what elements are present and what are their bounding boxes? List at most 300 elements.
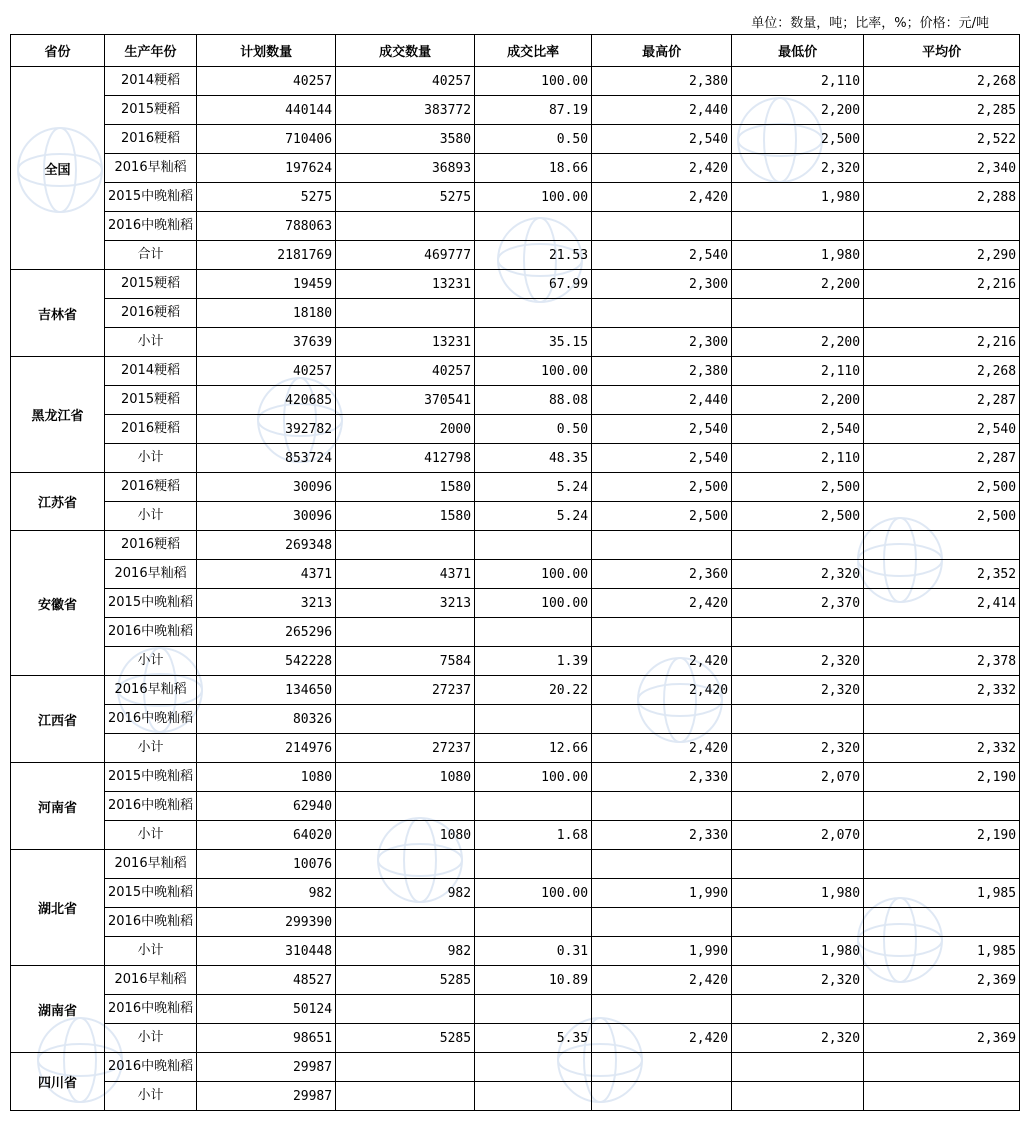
- planned-quantity-cell: 542228: [197, 647, 336, 676]
- average-price-cell: 2,287: [864, 444, 1020, 473]
- trade-ratio-cell: 88.08: [475, 386, 592, 415]
- average-price-cell: 2,268: [864, 67, 1020, 96]
- planned-quantity-cell: 37639: [197, 328, 336, 357]
- lowest-price-cell: 2,320: [732, 647, 864, 676]
- traded-quantity-cell: [336, 705, 475, 734]
- average-price-cell: [864, 1082, 1020, 1111]
- highest-price-cell: 2,500: [592, 502, 732, 531]
- production-year-cell: 2016早籼稻: [105, 850, 197, 879]
- production-year-cell: 小计: [105, 444, 197, 473]
- traded-quantity-cell: [336, 618, 475, 647]
- lowest-price-cell: [732, 212, 864, 241]
- production-year-cell: 小计: [105, 328, 197, 357]
- average-price-cell: 1,985: [864, 879, 1020, 908]
- table-row: [11, 1053, 1020, 1082]
- average-price-cell: [864, 618, 1020, 647]
- traded-quantity-cell: 1080: [336, 763, 475, 792]
- average-price-cell: 2,500: [864, 473, 1020, 502]
- average-price-cell: 2,352: [864, 560, 1020, 589]
- lowest-price-cell: 1,980: [732, 879, 864, 908]
- production-year-cell: 2016早籼稻: [105, 966, 197, 995]
- highest-price-cell: 2,540: [592, 241, 732, 270]
- table-row: [11, 328, 1020, 357]
- average-price-cell: 2,290: [864, 241, 1020, 270]
- lowest-price-cell: 2,070: [732, 763, 864, 792]
- average-price-cell: [864, 1053, 1020, 1082]
- planned-quantity-cell: 1080: [197, 763, 336, 792]
- production-year-cell: 2016早籼稻: [105, 676, 197, 705]
- production-year-cell: 2016中晚籼稻: [105, 792, 197, 821]
- trade-ratio-cell: [475, 1053, 592, 1082]
- planned-quantity-cell: 64020: [197, 821, 336, 850]
- planned-quantity-cell: 299390: [197, 908, 336, 937]
- planned-quantity-cell: 269348: [197, 531, 336, 560]
- production-year-cell: 2016早籼稻: [105, 560, 197, 589]
- highest-price-cell: 2,330: [592, 821, 732, 850]
- planned-quantity-cell: 40257: [197, 67, 336, 96]
- header-province: 省份: [11, 35, 105, 67]
- average-price-cell: 2,369: [864, 966, 1020, 995]
- traded-quantity-cell: 412798: [336, 444, 475, 473]
- highest-price-cell: 2,360: [592, 560, 732, 589]
- highest-price-cell: 2,420: [592, 1024, 732, 1053]
- highest-price-cell: 1,990: [592, 937, 732, 966]
- planned-quantity-cell: 19459: [197, 270, 336, 299]
- planned-quantity-cell: 10076: [197, 850, 336, 879]
- table-row: [11, 705, 1020, 734]
- trade-ratio-cell: 100.00: [475, 560, 592, 589]
- trade-ratio-cell: [475, 1082, 592, 1111]
- trade-ratio-cell: 5.35: [475, 1024, 592, 1053]
- lowest-price-cell: [732, 618, 864, 647]
- planned-quantity-cell: 853724: [197, 444, 336, 473]
- header-production-year: 生产年份: [105, 35, 197, 67]
- traded-quantity-cell: 370541: [336, 386, 475, 415]
- highest-price-cell: [592, 908, 732, 937]
- traded-quantity-cell: 27237: [336, 734, 475, 763]
- table-row: [11, 357, 1020, 386]
- table-row: [11, 502, 1020, 531]
- average-price-cell: 2,332: [864, 734, 1020, 763]
- traded-quantity-cell: 3580: [336, 125, 475, 154]
- production-year-cell: 2016粳稻: [105, 299, 197, 328]
- trade-ratio-cell: [475, 705, 592, 734]
- highest-price-cell: 2,440: [592, 386, 732, 415]
- average-price-cell: 2,285: [864, 96, 1020, 125]
- planned-quantity-cell: 98651: [197, 1024, 336, 1053]
- table-row: [11, 1024, 1020, 1053]
- lowest-price-cell: 2,500: [732, 473, 864, 502]
- production-year-cell: 2015粳稻: [105, 96, 197, 125]
- planned-quantity-cell: 310448: [197, 937, 336, 966]
- planned-quantity-cell: 80326: [197, 705, 336, 734]
- header-row: [11, 35, 1020, 67]
- production-year-cell: 小计: [105, 734, 197, 763]
- lowest-price-cell: 2,110: [732, 67, 864, 96]
- traded-quantity-cell: 36893: [336, 154, 475, 183]
- average-price-cell: 2,216: [864, 270, 1020, 299]
- province-cell: 黑龙江省: [11, 357, 105, 473]
- highest-price-cell: 2,420: [592, 154, 732, 183]
- table-row: [11, 850, 1020, 879]
- traded-quantity-cell: [336, 299, 475, 328]
- planned-quantity-cell: 2181769: [197, 241, 336, 270]
- planned-quantity-cell: 710406: [197, 125, 336, 154]
- highest-price-cell: 2,300: [592, 270, 732, 299]
- planned-quantity-cell: 5275: [197, 183, 336, 212]
- production-year-cell: 合计: [105, 241, 197, 270]
- lowest-price-cell: 1,980: [732, 183, 864, 212]
- average-price-cell: 2,332: [864, 676, 1020, 705]
- traded-quantity-cell: [336, 531, 475, 560]
- average-price-cell: [864, 908, 1020, 937]
- planned-quantity-cell: 265296: [197, 618, 336, 647]
- lowest-price-cell: 2,320: [732, 154, 864, 183]
- highest-price-cell: 2,500: [592, 473, 732, 502]
- lowest-price-cell: 2,110: [732, 444, 864, 473]
- highest-price-cell: 2,540: [592, 125, 732, 154]
- lowest-price-cell: 2,200: [732, 270, 864, 299]
- traded-quantity-cell: [336, 850, 475, 879]
- lowest-price-cell: 2,370: [732, 589, 864, 618]
- table-row: [11, 647, 1020, 676]
- production-year-cell: 2015中晚籼稻: [105, 589, 197, 618]
- trade-ratio-cell: 0.50: [475, 125, 592, 154]
- trade-ratio-cell: [475, 792, 592, 821]
- table-row: [11, 96, 1020, 125]
- production-year-cell: 2016中晚籼稻: [105, 618, 197, 647]
- planned-quantity-cell: 3213: [197, 589, 336, 618]
- table-row: [11, 1082, 1020, 1111]
- highest-price-cell: [592, 850, 732, 879]
- table-row: [11, 676, 1020, 705]
- production-year-cell: 小计: [105, 647, 197, 676]
- lowest-price-cell: 2,200: [732, 328, 864, 357]
- planned-quantity-cell: 134650: [197, 676, 336, 705]
- traded-quantity-cell: 2000: [336, 415, 475, 444]
- province-cell: 湖南省: [11, 966, 105, 1053]
- production-year-cell: 小计: [105, 502, 197, 531]
- table-row: [11, 937, 1020, 966]
- table-row: [11, 444, 1020, 473]
- traded-quantity-cell: [336, 1082, 475, 1111]
- traded-quantity-cell: 1080: [336, 821, 475, 850]
- province-cell: 四川省: [11, 1053, 105, 1111]
- highest-price-cell: 2,420: [592, 734, 732, 763]
- lowest-price-cell: [732, 908, 864, 937]
- traded-quantity-cell: 3213: [336, 589, 475, 618]
- traded-quantity-cell: 1580: [336, 473, 475, 502]
- table-row: [11, 734, 1020, 763]
- lowest-price-cell: 1,980: [732, 937, 864, 966]
- production-year-cell: 2015中晚籼稻: [105, 763, 197, 792]
- average-price-cell: [864, 531, 1020, 560]
- traded-quantity-cell: [336, 1053, 475, 1082]
- average-price-cell: 2,287: [864, 386, 1020, 415]
- traded-quantity-cell: 982: [336, 937, 475, 966]
- trade-ratio-cell: 1.68: [475, 821, 592, 850]
- header-highest-price: 最高价: [592, 35, 732, 67]
- average-price-cell: 2,288: [864, 183, 1020, 212]
- trade-ratio-cell: [475, 299, 592, 328]
- lowest-price-cell: 2,500: [732, 125, 864, 154]
- average-price-cell: 2,378: [864, 647, 1020, 676]
- header-average-price: 平均价: [864, 35, 1020, 67]
- table-row: [11, 415, 1020, 444]
- production-year-cell: 小计: [105, 1082, 197, 1111]
- highest-price-cell: 1,990: [592, 879, 732, 908]
- lowest-price-cell: 2,320: [732, 560, 864, 589]
- trade-ratio-cell: [475, 212, 592, 241]
- table-row: [11, 473, 1020, 502]
- highest-price-cell: 2,420: [592, 647, 732, 676]
- trade-ratio-cell: 21.53: [475, 241, 592, 270]
- table-row: [11, 67, 1020, 96]
- lowest-price-cell: 2,320: [732, 966, 864, 995]
- trade-ratio-cell: 0.50: [475, 415, 592, 444]
- traded-quantity-cell: 13231: [336, 270, 475, 299]
- highest-price-cell: [592, 995, 732, 1024]
- average-price-cell: [864, 705, 1020, 734]
- planned-quantity-cell: 4371: [197, 560, 336, 589]
- average-price-cell: 2,522: [864, 125, 1020, 154]
- lowest-price-cell: [732, 705, 864, 734]
- average-price-cell: [864, 299, 1020, 328]
- lowest-price-cell: [732, 1082, 864, 1111]
- production-year-cell: 2015中晚籼稻: [105, 183, 197, 212]
- lowest-price-cell: 2,320: [732, 734, 864, 763]
- trade-ratio-cell: 0.31: [475, 937, 592, 966]
- trade-ratio-cell: 35.15: [475, 328, 592, 357]
- planned-quantity-cell: 29987: [197, 1053, 336, 1082]
- planned-quantity-cell: 392782: [197, 415, 336, 444]
- province-cell: 湖北省: [11, 850, 105, 966]
- highest-price-cell: 2,420: [592, 589, 732, 618]
- highest-price-cell: [592, 1082, 732, 1111]
- traded-quantity-cell: [336, 792, 475, 821]
- province-cell: 吉林省: [11, 270, 105, 357]
- average-price-cell: [864, 850, 1020, 879]
- unit-note: 单位：数量，吨；比率，%；价格：元/吨: [751, 16, 989, 31]
- table-row: [11, 589, 1020, 618]
- production-year-cell: 小计: [105, 821, 197, 850]
- highest-price-cell: [592, 792, 732, 821]
- production-year-cell: 2014粳稻: [105, 357, 197, 386]
- highest-price-cell: 2,330: [592, 763, 732, 792]
- traded-quantity-cell: 383772: [336, 96, 475, 125]
- highest-price-cell: 2,420: [592, 676, 732, 705]
- production-year-cell: 小计: [105, 937, 197, 966]
- production-year-cell: 2016粳稻: [105, 473, 197, 502]
- table-row: [11, 183, 1020, 212]
- planned-quantity-cell: 30096: [197, 473, 336, 502]
- trade-ratio-cell: [475, 531, 592, 560]
- header-trade-ratio: 成交比率: [475, 35, 592, 67]
- average-price-cell: 2,268: [864, 357, 1020, 386]
- production-year-cell: 2016粳稻: [105, 531, 197, 560]
- trade-ratio-cell: 18.66: [475, 154, 592, 183]
- traded-quantity-cell: 5275: [336, 183, 475, 212]
- lowest-price-cell: 2,200: [732, 386, 864, 415]
- average-price-cell: [864, 792, 1020, 821]
- table-row: [11, 792, 1020, 821]
- lowest-price-cell: [732, 850, 864, 879]
- planned-quantity-cell: 197624: [197, 154, 336, 183]
- table-body: [11, 67, 1020, 1111]
- table-row: [11, 879, 1020, 908]
- traded-quantity-cell: 1580: [336, 502, 475, 531]
- traded-quantity-cell: 7584: [336, 647, 475, 676]
- header-lowest-price: 最低价: [732, 35, 864, 67]
- table-row: [11, 618, 1020, 647]
- trade-ratio-cell: 5.24: [475, 502, 592, 531]
- lowest-price-cell: 2,070: [732, 821, 864, 850]
- traded-quantity-cell: 40257: [336, 67, 475, 96]
- trade-ratio-cell: 87.19: [475, 96, 592, 125]
- table-row: [11, 995, 1020, 1024]
- production-year-cell: 2016中晚籼稻: [105, 995, 197, 1024]
- highest-price-cell: 2,540: [592, 444, 732, 473]
- trade-ratio-cell: 10.89: [475, 966, 592, 995]
- trade-ratio-cell: 100.00: [475, 67, 592, 96]
- traded-quantity-cell: [336, 212, 475, 241]
- planned-quantity-cell: 982: [197, 879, 336, 908]
- planned-quantity-cell: 29987: [197, 1082, 336, 1111]
- trade-ratio-cell: [475, 618, 592, 647]
- province-cell: 安徽省: [11, 531, 105, 676]
- highest-price-cell: 2,420: [592, 183, 732, 212]
- table-row: [11, 299, 1020, 328]
- lowest-price-cell: [732, 1053, 864, 1082]
- trade-ratio-cell: 48.35: [475, 444, 592, 473]
- highest-price-cell: [592, 1053, 732, 1082]
- highest-price-cell: [592, 531, 732, 560]
- highest-price-cell: 2,440: [592, 96, 732, 125]
- table-row: [11, 821, 1020, 850]
- table-row: [11, 154, 1020, 183]
- average-price-cell: 2,414: [864, 589, 1020, 618]
- trade-ratio-cell: 12.66: [475, 734, 592, 763]
- trade-results-table: [10, 34, 1020, 1111]
- planned-quantity-cell: 420685: [197, 386, 336, 415]
- traded-quantity-cell: [336, 995, 475, 1024]
- trade-ratio-cell: [475, 995, 592, 1024]
- production-year-cell: 2016中晚籼稻: [105, 212, 197, 241]
- trade-ratio-cell: 100.00: [475, 357, 592, 386]
- average-price-cell: 2,369: [864, 1024, 1020, 1053]
- lowest-price-cell: [732, 792, 864, 821]
- trade-ratio-cell: 100.00: [475, 763, 592, 792]
- traded-quantity-cell: 27237: [336, 676, 475, 705]
- highest-price-cell: 2,420: [592, 966, 732, 995]
- traded-quantity-cell: 5285: [336, 966, 475, 995]
- highest-price-cell: 2,380: [592, 67, 732, 96]
- production-year-cell: 2016粳稻: [105, 125, 197, 154]
- province-cell: 全国: [11, 67, 105, 270]
- trade-ratio-cell: [475, 908, 592, 937]
- table-row: [11, 241, 1020, 270]
- average-price-cell: 2,540: [864, 415, 1020, 444]
- province-cell: 江西省: [11, 676, 105, 763]
- lowest-price-cell: 2,200: [732, 96, 864, 125]
- production-year-cell: 2016粳稻: [105, 415, 197, 444]
- header-traded-quantity: 成交数量: [336, 35, 475, 67]
- trade-ratio-cell: 100.00: [475, 879, 592, 908]
- average-price-cell: [864, 212, 1020, 241]
- average-price-cell: [864, 995, 1020, 1024]
- production-year-cell: 2015中晚籼稻: [105, 879, 197, 908]
- traded-quantity-cell: 13231: [336, 328, 475, 357]
- traded-quantity-cell: [336, 908, 475, 937]
- production-year-cell: 2015粳稻: [105, 270, 197, 299]
- lowest-price-cell: 2,320: [732, 1024, 864, 1053]
- traded-quantity-cell: 40257: [336, 357, 475, 386]
- highest-price-cell: 2,300: [592, 328, 732, 357]
- planned-quantity-cell: 30096: [197, 502, 336, 531]
- table-row: [11, 125, 1020, 154]
- table-row: [11, 386, 1020, 415]
- average-price-cell: 2,190: [864, 763, 1020, 792]
- production-year-cell: 2014粳稻: [105, 67, 197, 96]
- average-price-cell: 1,985: [864, 937, 1020, 966]
- province-cell: 江苏省: [11, 473, 105, 531]
- traded-quantity-cell: 982: [336, 879, 475, 908]
- highest-price-cell: [592, 618, 732, 647]
- lowest-price-cell: 2,320: [732, 676, 864, 705]
- highest-price-cell: [592, 705, 732, 734]
- lowest-price-cell: [732, 531, 864, 560]
- traded-quantity-cell: 4371: [336, 560, 475, 589]
- planned-quantity-cell: 62940: [197, 792, 336, 821]
- average-price-cell: 2,216: [864, 328, 1020, 357]
- table-row: [11, 270, 1020, 299]
- table-row: [11, 966, 1020, 995]
- highest-price-cell: 2,540: [592, 415, 732, 444]
- highest-price-cell: 2,380: [592, 357, 732, 386]
- lowest-price-cell: 2,540: [732, 415, 864, 444]
- production-year-cell: 2016中晚籼稻: [105, 1053, 197, 1082]
- traded-quantity-cell: 469777: [336, 241, 475, 270]
- planned-quantity-cell: 788063: [197, 212, 336, 241]
- trade-ratio-cell: 100.00: [475, 589, 592, 618]
- production-year-cell: 小计: [105, 1024, 197, 1053]
- highest-price-cell: [592, 212, 732, 241]
- average-price-cell: 2,340: [864, 154, 1020, 183]
- trade-ratio-cell: 20.22: [475, 676, 592, 705]
- planned-quantity-cell: 214976: [197, 734, 336, 763]
- lowest-price-cell: [732, 995, 864, 1024]
- table-row: [11, 531, 1020, 560]
- production-year-cell: 2016中晚籼稻: [105, 908, 197, 937]
- trade-ratio-cell: 67.99: [475, 270, 592, 299]
- trade-ratio-cell: 5.24: [475, 473, 592, 502]
- planned-quantity-cell: 18180: [197, 299, 336, 328]
- lowest-price-cell: 2,500: [732, 502, 864, 531]
- lowest-price-cell: 1,980: [732, 241, 864, 270]
- trade-ratio-cell: 100.00: [475, 183, 592, 212]
- lowest-price-cell: [732, 299, 864, 328]
- trade-ratio-cell: [475, 850, 592, 879]
- production-year-cell: 2016中晚籼稻: [105, 705, 197, 734]
- table-row: [11, 560, 1020, 589]
- table-row: [11, 212, 1020, 241]
- production-year-cell: 2016早籼稻: [105, 154, 197, 183]
- province-cell: 河南省: [11, 763, 105, 850]
- production-year-cell: 2015粳稻: [105, 386, 197, 415]
- planned-quantity-cell: 48527: [197, 966, 336, 995]
- planned-quantity-cell: 440144: [197, 96, 336, 125]
- planned-quantity-cell: 40257: [197, 357, 336, 386]
